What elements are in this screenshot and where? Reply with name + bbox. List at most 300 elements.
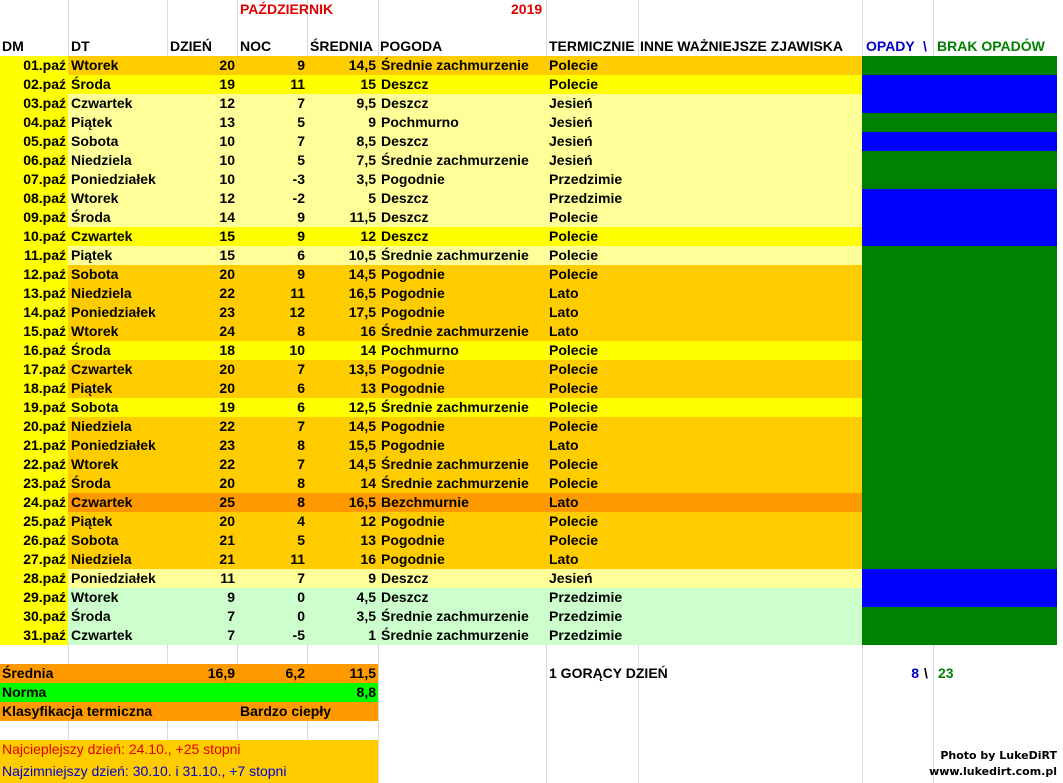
norain-marker <box>862 303 1057 322</box>
cell-dm: 17.paź <box>23 361 66 377</box>
cell-dt: Piątek <box>71 513 113 529</box>
count-separator: \ <box>924 665 928 681</box>
cell-dm: 14.paź <box>23 304 66 320</box>
cell-avg: 16,5 <box>348 285 376 301</box>
cell-dm: 15.paź <box>23 323 66 339</box>
cell-weather: Pogodnie <box>381 285 445 301</box>
table-row <box>0 303 1063 322</box>
rain-marker <box>862 75 1057 94</box>
norain-count: 23 <box>938 665 954 681</box>
cell-weather: Pogodnie <box>381 266 445 282</box>
cell-dt: Sobota <box>71 532 119 548</box>
website-credit: www.lukedirt.com.pl <box>929 765 1057 778</box>
cell-night: 7 <box>297 95 305 111</box>
cell-avg: 10,5 <box>348 247 376 263</box>
header-dt: DT <box>71 38 90 54</box>
table-row <box>0 151 1063 170</box>
cell-avg: 14,5 <box>348 418 376 434</box>
rain-count: 8 <box>911 665 919 681</box>
cell-dt: Sobota <box>71 133 119 149</box>
cell-dm: 19.paź <box>23 399 66 415</box>
table-row <box>0 94 1063 113</box>
norain-marker <box>862 417 1057 436</box>
cell-day: 14 <box>219 209 235 225</box>
cell-dm: 21.paź <box>23 437 66 453</box>
cell-dt: Poniedziałek <box>71 570 156 586</box>
cell-dt: Czwartek <box>71 494 133 510</box>
cell-dm: 03.paź <box>23 95 66 111</box>
cell-dt: Wtorek <box>71 456 119 472</box>
cell-day: 21 <box>219 551 235 567</box>
photo-credit: Photo by LukeDiRT <box>940 749 1057 762</box>
cell-day: 23 <box>219 437 235 453</box>
cell-avg: 11,5 <box>349 209 376 225</box>
cell-thermal: Lato <box>549 285 579 301</box>
norain-marker <box>862 360 1057 379</box>
cell-dm: 08.paź <box>23 190 66 206</box>
cell-night: 11 <box>290 76 305 92</box>
cell-dm: 02.paź <box>23 76 66 92</box>
cell-day: 10 <box>219 152 235 168</box>
cell-weather: Średnie zachmurzenie <box>381 152 529 168</box>
norain-marker <box>862 474 1057 493</box>
month-title: PAŹDZIERNIK <box>240 1 334 17</box>
cell-dt: Czwartek <box>71 361 133 377</box>
cell-weather: Średnie zachmurzenie <box>381 608 529 624</box>
cell-avg: 1 <box>368 627 376 643</box>
norain-marker <box>862 379 1057 398</box>
cell-day: 10 <box>219 171 235 187</box>
header-dm: DM <box>2 38 24 54</box>
norain-marker <box>862 607 1057 626</box>
cell-day: 12 <box>219 190 235 206</box>
table-row <box>0 75 1063 94</box>
cell-dm: 24.paź <box>23 494 66 510</box>
cell-dt: Wtorek <box>71 323 119 339</box>
classification-value: Bardzo ciepły <box>240 703 332 719</box>
cell-thermal: Polecie <box>549 342 599 358</box>
cell-night: -3 <box>292 171 305 187</box>
header-rain: OPADY <box>866 38 915 54</box>
table-row <box>0 398 1063 417</box>
cell-dm: 12.paź <box>23 266 66 282</box>
cell-dm: 22.paź <box>23 456 66 472</box>
cell-day: 18 <box>219 342 235 358</box>
cell-thermal: Polecie <box>549 532 599 548</box>
cell-weather: Pogodnie <box>381 551 445 567</box>
cell-thermal: Polecie <box>549 228 599 244</box>
cell-night: 7 <box>297 133 305 149</box>
table-row <box>0 113 1063 132</box>
cell-dt: Niedziela <box>71 418 132 434</box>
cell-avg: 15 <box>360 76 376 92</box>
norain-marker <box>862 512 1057 531</box>
cell-thermal: Lato <box>549 437 579 453</box>
cell-dt: Środa <box>71 608 111 624</box>
norain-marker <box>862 398 1057 417</box>
cell-dt: Poniedziałek <box>71 437 156 453</box>
norain-marker <box>862 113 1057 132</box>
cell-weather: Pochmurno <box>381 342 459 358</box>
cell-day: 10 <box>219 133 235 149</box>
cell-night: 8 <box>297 494 305 510</box>
cell-thermal: Jesień <box>549 114 593 130</box>
cell-night: 9 <box>297 57 305 73</box>
cell-day: 20 <box>219 57 235 73</box>
cell-night: 7 <box>297 361 305 377</box>
header-thermal: TERMICZNIE <box>549 38 635 54</box>
header-events: INNE WAŻNIEJSZE ZJAWISKA <box>640 38 844 54</box>
norain-marker <box>862 531 1057 550</box>
coldest-day: Najzimniejszy dzień: 30.10. i 31.10., +7 stopni <box>2 763 287 779</box>
cell-thermal: Polecie <box>549 418 599 434</box>
cell-dt: Piątek <box>71 247 113 263</box>
cell-weather: Pogodnie <box>381 171 445 187</box>
cell-dm: 31.paź <box>23 627 66 643</box>
rain-marker <box>862 208 1057 227</box>
table-row <box>0 588 1063 607</box>
table-row <box>0 227 1063 246</box>
cell-weather: Średnie zachmurzenie <box>381 456 529 472</box>
norain-marker <box>862 284 1057 303</box>
cell-dm: 11.paź <box>23 247 66 263</box>
norain-marker <box>862 436 1057 455</box>
cell-thermal: Lato <box>549 304 579 320</box>
cell-day: 20 <box>219 513 235 529</box>
cell-dt: Niedziela <box>71 551 132 567</box>
norain-marker <box>862 170 1057 189</box>
cell-dt: Wtorek <box>71 57 119 73</box>
table-row <box>0 284 1063 303</box>
cell-day: 20 <box>219 380 235 396</box>
cell-thermal: Lato <box>549 323 579 339</box>
cell-night: 0 <box>297 608 305 624</box>
cell-avg: 14,5 <box>348 266 376 282</box>
cell-night: -2 <box>292 190 305 206</box>
cell-dm: 05.paź <box>23 133 66 149</box>
warmest-day: Najcieplejszy dzień: 24.10., +25 stopni <box>2 741 241 757</box>
norain-marker <box>862 550 1057 569</box>
cell-thermal: Przedzimie <box>549 190 623 206</box>
cell-dt: Wtorek <box>71 589 119 605</box>
cell-avg: 15,5 <box>348 437 376 453</box>
cell-weather: Średnie zachmurzenie <box>381 627 529 643</box>
cell-thermal: Przedzimie <box>549 608 623 624</box>
cell-avg: 16 <box>360 323 376 339</box>
cell-avg: 14,5 <box>348 456 376 472</box>
cell-weather: Średnie zachmurzenie <box>381 399 529 415</box>
cell-night: 6 <box>297 380 305 396</box>
norm-value: 8,8 <box>356 684 376 700</box>
cell-day: 11 <box>220 570 235 586</box>
cell-avg: 13 <box>360 380 376 396</box>
cell-dm: 28.paź <box>23 570 66 586</box>
cell-avg: 16 <box>360 551 376 567</box>
cell-night: -5 <box>292 627 305 643</box>
cell-dt: Piątek <box>71 114 113 130</box>
table-row <box>0 493 1063 512</box>
norain-marker <box>862 455 1057 474</box>
table-row <box>0 132 1063 151</box>
cell-weather: Pogodnie <box>381 437 445 453</box>
cell-thermal: Lato <box>549 494 579 510</box>
table-row <box>0 360 1063 379</box>
cell-thermal: Przedzimie <box>549 589 623 605</box>
table-row <box>0 474 1063 493</box>
table-row <box>0 189 1063 208</box>
cell-dt: Środa <box>71 76 111 92</box>
cell-day: 9 <box>227 589 235 605</box>
cell-night: 10 <box>289 342 305 358</box>
cell-day: 22 <box>219 456 235 472</box>
cell-thermal: Polecie <box>549 513 599 529</box>
header-separator: \ <box>923 38 927 54</box>
table-row <box>0 417 1063 436</box>
cell-avg: 13,5 <box>348 361 376 377</box>
cell-avg: 12,5 <box>348 399 376 415</box>
cell-dm: 16.paź <box>23 342 66 358</box>
cell-thermal: Jesień <box>549 152 593 168</box>
rain-marker <box>862 189 1057 208</box>
cell-dt: Sobota <box>71 399 119 415</box>
cell-dt: Niedziela <box>71 152 132 168</box>
cell-weather: Deszcz <box>381 133 429 149</box>
cell-weather: Bezchmurnie <box>381 494 469 510</box>
cell-thermal: Polecie <box>549 380 599 396</box>
cell-dm: 30.paź <box>23 608 66 624</box>
cell-dm: 13.paź <box>23 285 66 301</box>
cell-avg: 9,5 <box>356 95 376 111</box>
norain-marker <box>862 626 1057 645</box>
cell-weather: Deszcz <box>381 76 429 92</box>
cell-night: 9 <box>297 266 305 282</box>
table-row <box>0 607 1063 626</box>
norain-marker <box>862 56 1057 75</box>
cell-avg: 3,5 <box>356 608 376 624</box>
cell-weather: Deszcz <box>381 95 429 111</box>
cell-weather: Średnie zachmurzenie <box>381 323 529 339</box>
table-row <box>0 246 1063 265</box>
cell-avg: 17,5 <box>348 304 376 320</box>
cell-day: 13 <box>219 114 235 130</box>
cell-thermal: Polecie <box>549 76 599 92</box>
cell-weather: Deszcz <box>381 589 429 605</box>
cell-night: 11 <box>290 285 305 301</box>
year-title: 2019 <box>511 1 543 17</box>
cell-night: 4 <box>297 513 305 529</box>
header-row <box>0 37 1063 56</box>
norm-label: Norma <box>2 684 47 700</box>
cell-dt: Środa <box>71 209 111 225</box>
norain-marker <box>862 493 1057 512</box>
cell-dm: 29.paź <box>23 589 66 605</box>
cell-day: 20 <box>219 361 235 377</box>
header-avg: ŚREDNIA <box>310 38 374 54</box>
norain-marker <box>862 322 1057 341</box>
cell-avg: 14 <box>360 475 376 491</box>
cell-night: 6 <box>297 247 305 263</box>
cell-weather: Deszcz <box>381 209 429 225</box>
table-row <box>0 531 1063 550</box>
cell-night: 8 <box>297 323 305 339</box>
norain-marker <box>862 151 1057 170</box>
cell-day: 24 <box>219 323 235 339</box>
cell-dm: 23.paź <box>23 475 66 491</box>
cell-thermal: Polecie <box>549 266 599 282</box>
cell-avg: 12 <box>360 228 376 244</box>
cell-avg: 5 <box>368 190 376 206</box>
average-day: 16,9 <box>207 665 235 681</box>
cell-weather: Pogodnie <box>381 532 445 548</box>
cell-night: 7 <box>297 418 305 434</box>
cell-avg: 16,5 <box>348 494 376 510</box>
cell-night: 11 <box>290 551 305 567</box>
cell-dm: 09.paź <box>23 209 66 225</box>
cell-night: 8 <box>297 475 305 491</box>
cell-dm: 10.paź <box>23 228 66 244</box>
cell-thermal: Polecie <box>549 475 599 491</box>
cell-day: 25 <box>219 494 235 510</box>
cell-dt: Sobota <box>71 266 119 282</box>
table-row <box>0 550 1063 569</box>
cell-thermal: Polecie <box>549 399 599 415</box>
rain-marker <box>862 227 1057 246</box>
cell-thermal: Polecie <box>549 247 599 263</box>
cell-day: 12 <box>219 95 235 111</box>
rain-marker <box>862 94 1057 113</box>
cell-dm: 01.paź <box>23 57 66 73</box>
cell-avg: 9 <box>368 570 376 586</box>
cell-weather: Pogodnie <box>381 418 445 434</box>
cell-thermal: Przedzimie <box>549 627 623 643</box>
cell-day: 22 <box>219 285 235 301</box>
cell-dm: 04.paź <box>23 114 66 130</box>
cell-day: 7 <box>227 627 235 643</box>
cell-dt: Wtorek <box>71 190 119 206</box>
cell-day: 21 <box>219 532 235 548</box>
cell-night: 0 <box>297 589 305 605</box>
average-night: 6,2 <box>285 665 305 681</box>
header-day: DZIEŃ <box>170 38 212 54</box>
rain-marker <box>862 132 1057 151</box>
cell-dt: Poniedziałek <box>71 171 156 187</box>
classification-label: Klasyfikacja termiczna <box>2 703 153 719</box>
cell-day: 22 <box>219 418 235 434</box>
cell-dm: 20.paź <box>23 418 66 434</box>
cell-day: 20 <box>219 475 235 491</box>
cell-dt: Środa <box>71 342 111 358</box>
cell-avg: 8,5 <box>356 133 376 149</box>
cell-night: 9 <box>297 209 305 225</box>
average-label: Średnia <box>2 665 54 681</box>
cell-avg: 14 <box>360 342 376 358</box>
cell-dm: 06.paź <box>23 152 66 168</box>
cell-night: 9 <box>297 228 305 244</box>
table-row <box>0 436 1063 455</box>
cell-dm: 18.paź <box>23 380 66 396</box>
cell-dt: Czwartek <box>71 627 133 643</box>
cell-avg: 14,5 <box>348 57 376 73</box>
cell-dt: Środa <box>71 475 111 491</box>
cell-avg: 12 <box>360 513 376 529</box>
cell-night: 8 <box>297 437 305 453</box>
cell-night: 7 <box>297 570 305 586</box>
cell-night: 5 <box>297 532 305 548</box>
cell-weather: Pogodnie <box>381 380 445 396</box>
cell-dt: Czwartek <box>71 95 133 111</box>
cell-dt: Niedziela <box>71 285 132 301</box>
cell-thermal: Lato <box>549 551 579 567</box>
table-row <box>0 512 1063 531</box>
cell-dt: Czwartek <box>71 228 133 244</box>
cell-dm: 07.paź <box>23 171 66 187</box>
table-row <box>0 56 1063 75</box>
cell-weather: Średnie zachmurzenie <box>381 247 529 263</box>
cell-night: 7 <box>297 456 305 472</box>
table-row <box>0 626 1063 645</box>
cell-night: 6 <box>297 399 305 415</box>
table-row <box>0 322 1063 341</box>
cell-weather: Deszcz <box>381 570 429 586</box>
cell-thermal: Jesień <box>549 95 593 111</box>
table-row <box>0 569 1063 588</box>
average-mean: 11,5 <box>349 665 376 681</box>
norain-marker <box>862 341 1057 360</box>
cell-dm: 26.paź <box>23 532 66 548</box>
cell-weather: Pogodnie <box>381 513 445 529</box>
cell-dt: Piątek <box>71 380 113 396</box>
cell-weather: Pogodnie <box>381 304 445 320</box>
norain-marker <box>862 265 1057 284</box>
cell-avg: 13 <box>360 532 376 548</box>
cell-dm: 27.paź <box>23 551 66 567</box>
cell-weather: Średnie zachmurzenie <box>381 57 529 73</box>
table-row <box>0 379 1063 398</box>
cell-thermal: Polecie <box>549 456 599 472</box>
cell-day: 19 <box>219 76 235 92</box>
cell-thermal: Jesień <box>549 570 593 586</box>
cell-night: 12 <box>289 304 305 320</box>
cell-weather: Średnie zachmurzenie <box>381 475 529 491</box>
table-row <box>0 208 1063 227</box>
cell-weather: Pochmurno <box>381 114 459 130</box>
cell-weather: Pogodnie <box>381 361 445 377</box>
cell-day: 23 <box>219 304 235 320</box>
table-row <box>0 341 1063 360</box>
cell-dm: 25.paź <box>23 513 66 529</box>
cell-thermal: Polecie <box>549 361 599 377</box>
cell-day: 7 <box>227 608 235 624</box>
table-row <box>0 170 1063 189</box>
rain-marker <box>862 569 1057 588</box>
cell-night: 5 <box>297 114 305 130</box>
cell-thermal: Przedzimie <box>549 171 623 187</box>
cell-thermal: Polecie <box>549 57 599 73</box>
header-weather: POGODA <box>380 38 443 54</box>
cell-avg: 7,5 <box>356 152 376 168</box>
rain-marker <box>862 588 1057 607</box>
cell-dt: Poniedziałek <box>71 304 156 320</box>
cell-avg: 4,5 <box>356 589 376 605</box>
table-row <box>0 455 1063 474</box>
cell-day: 20 <box>219 266 235 282</box>
hot-days: 1 GORĄCY DZIEŃ <box>549 665 668 681</box>
cell-day: 19 <box>219 399 235 415</box>
cell-avg: 9 <box>368 114 376 130</box>
cell-avg: 3,5 <box>356 171 376 187</box>
cell-weather: Deszcz <box>381 228 429 244</box>
table-row <box>0 265 1063 284</box>
